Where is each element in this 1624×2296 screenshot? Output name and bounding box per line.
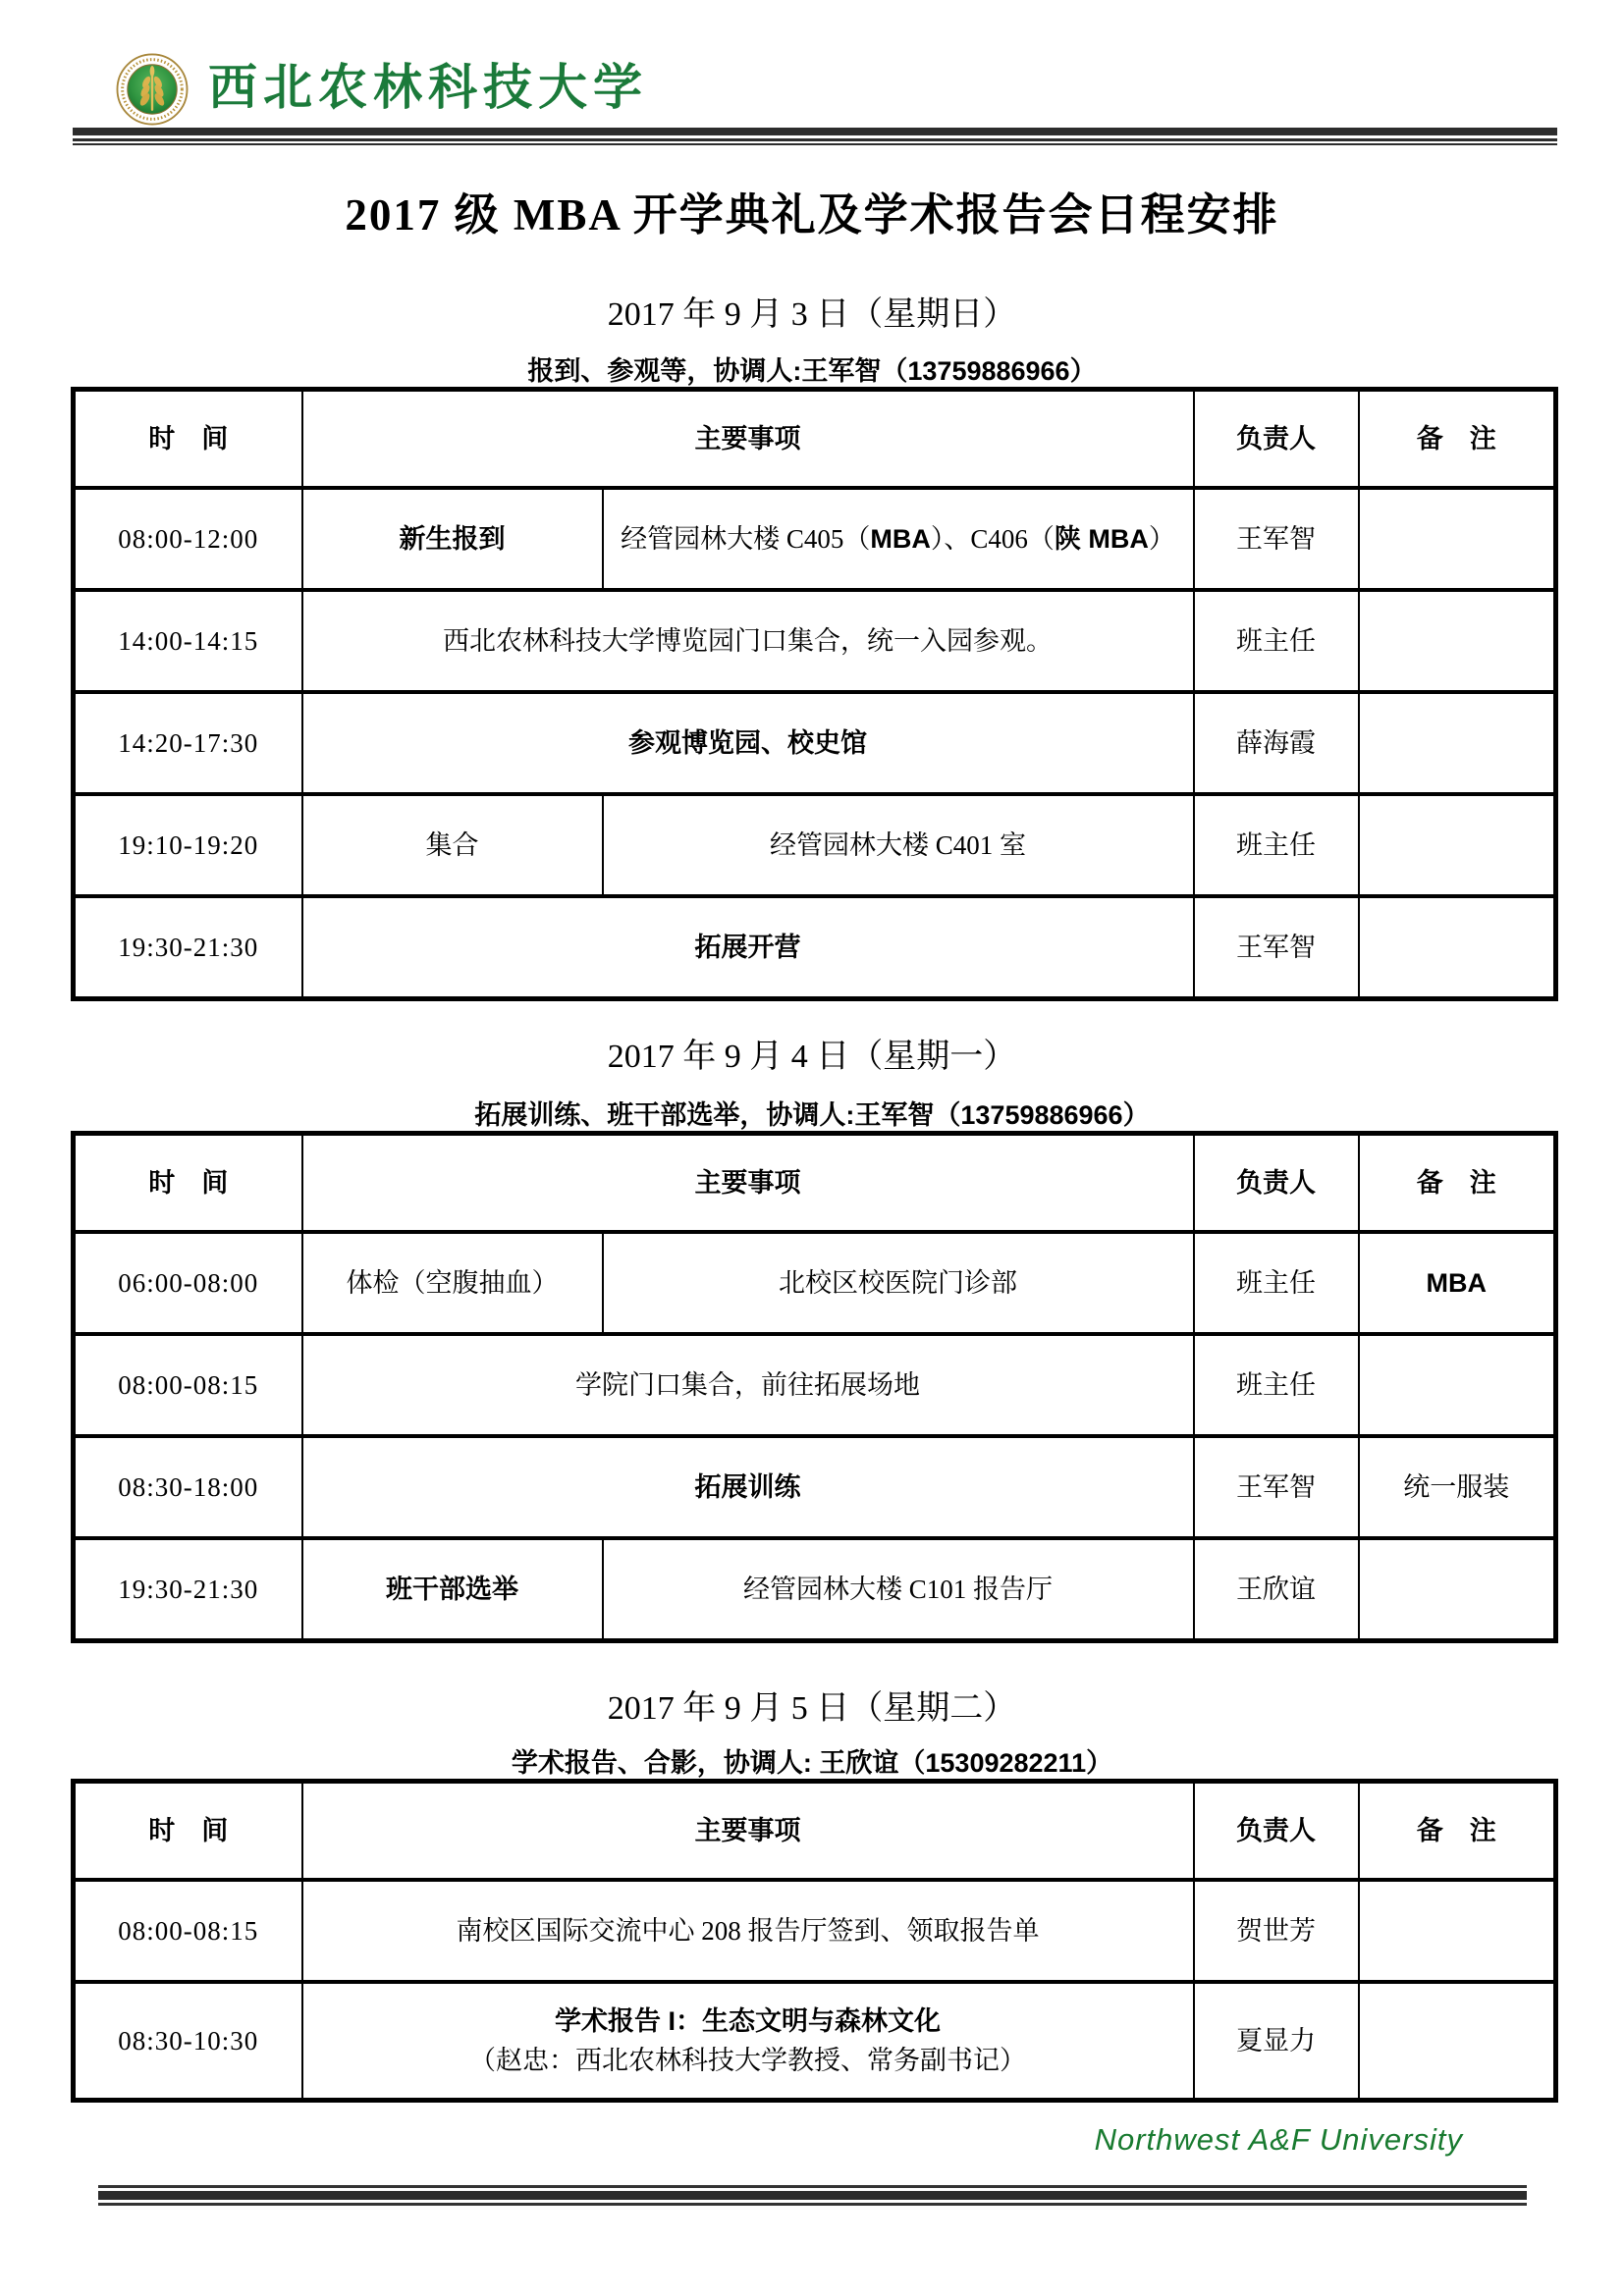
note-cell [1359,1880,1556,1982]
person-cell: 王军智 [1194,1436,1359,1538]
item-cell: 集合 [302,794,603,896]
schedule-table-sep5 [71,1779,1558,2103]
col-header-person: 负责人 [1194,390,1359,489]
col-header-item: 主要事项 [302,1782,1194,1881]
schedule-row [74,488,1556,590]
subtitle-sep5: 学术报告、合影，协调人: 王欣谊（15309282211） [511,1748,1113,1778]
schedule-row [74,1538,1556,1641]
schedule-row [74,692,1556,794]
item-cell: 学院门口集合，前往拓展场地 [302,1334,1194,1436]
report-title: 学术报告 I：生态文明与森林文化 [554,2006,941,2036]
subtitle-sep4: 拓展训练、班干部选举，协调人:王军智（13759886966） [474,1100,1150,1130]
item-cell: 班干部选举 [302,1538,603,1641]
note-cell [1359,590,1556,692]
col-header-note: 备 注 [1359,1134,1556,1233]
schedule-row [74,1880,1556,1982]
schedule-row [74,1232,1556,1334]
table-header-row [74,1782,1556,1881]
date-heading-sep3: 2017 年 9 月 3 日（星期日） [607,296,1017,333]
time-cell: 14:20-17:30 [74,692,302,794]
date-heading-sep4: 2017 年 9 月 4 日（星期一） [607,1039,1017,1075]
time-cell: 14:00-14:15 [74,590,302,692]
person-cell: 王军智 [1194,488,1359,590]
col-header-item: 主要事项 [302,390,1194,489]
item-detail-cell: 经管园林大楼 C101 报告厅 [603,1538,1194,1641]
note-cell: MBA [1359,1232,1556,1334]
schedule-table-sep3 [71,387,1558,1001]
item-cell: 新生报到 [302,488,603,590]
schedule-row [74,590,1556,692]
document-body [71,0,1553,2103]
subtitle-sep3: 报到、参观等，协调人:王军智（13759886966） [527,356,1097,386]
person-cell: 王军智 [1194,896,1359,999]
item-detail-cell: 北校区校医院门诊部 [603,1232,1194,1334]
person-cell: 贺世芳 [1194,1880,1359,1982]
schedule-row [74,1334,1556,1436]
col-header-time: 时 间 [74,390,302,489]
item-detail-cell: 经管园林大楼 C401 室 [603,794,1194,896]
table-header-row [74,390,1556,489]
time-cell: 08:00-08:15 [74,1334,302,1436]
item-cell: 拓展开营 [302,896,1194,999]
footer-divider [98,2185,1527,2206]
note-cell: 统一服装 [1359,1436,1556,1538]
time-cell: 19:30-21:30 [74,1538,302,1641]
col-header-time: 时 间 [74,1782,302,1881]
person-cell: 薛海霞 [1194,692,1359,794]
person-cell: 班主任 [1194,1334,1359,1436]
date-heading-sep5: 2017 年 9 月 5 日（星期二） [607,1690,1017,1727]
schedule-table-sep4 [71,1131,1558,1643]
col-header-note: 备 注 [1359,390,1556,489]
time-cell: 08:00-12:00 [74,488,302,590]
person-cell: 班主任 [1194,1232,1359,1334]
time-cell: 06:00-08:00 [74,1232,302,1334]
col-header-note: 备 注 [1359,1782,1556,1881]
person-cell: 王欣谊 [1194,1538,1359,1641]
time-cell: 19:10-19:20 [74,794,302,896]
note-cell [1359,1334,1556,1436]
item-cell: 拓展训练 [302,1436,1194,1538]
col-header-person: 负责人 [1194,1782,1359,1881]
time-cell: 08:30-18:00 [74,1436,302,1538]
note-cell [1359,794,1556,896]
person-cell: 班主任 [1194,794,1359,896]
schedule-row [74,1982,1556,2101]
item-cell: 体检（空腹抽血） [302,1232,603,1334]
item-cell: 参观博览园、校史馆 [302,692,1194,794]
person-cell: 班主任 [1194,590,1359,692]
note-cell [1359,1982,1556,2101]
time-cell: 08:30-10:30 [74,1982,302,2101]
report-speaker: （赵忠：西北农林科技大学教授、常务副书记） [469,2046,1026,2075]
item-cell: 西北农林科技大学博览园门口集合，统一入园参观。 [302,590,1194,692]
col-header-time: 时 间 [74,1134,302,1233]
note-cell [1359,692,1556,794]
note-cell [1359,1538,1556,1641]
item-detail-cell: 经管园林大楼 C405（MBA）、C406（陕 MBA） [603,488,1194,590]
time-cell: 19:30-21:30 [74,896,302,999]
university-name-en: Northwest A&F University [1094,2122,1463,2157]
col-header-item: 主要事项 [302,1134,1194,1233]
page-title: 2017 级 MBA 开学典礼及学术报告会日程安排 [345,190,1279,240]
note-cell [1359,488,1556,590]
schedule-row [74,1436,1556,1538]
item-cell: 南校区国际交流中心 208 报告厅签到、领取报告单 [302,1880,1194,1982]
col-header-person: 负责人 [1194,1134,1359,1233]
table-header-row [74,1134,1556,1233]
time-cell: 08:00-08:15 [74,1880,302,1982]
item-cell [302,1982,1194,2101]
schedule-row [74,896,1556,999]
person-cell: 夏显力 [1194,1982,1359,2101]
schedule-row [74,794,1556,896]
university-name-cn: 西北农林科技大学 [208,60,648,115]
note-cell [1359,896,1556,999]
